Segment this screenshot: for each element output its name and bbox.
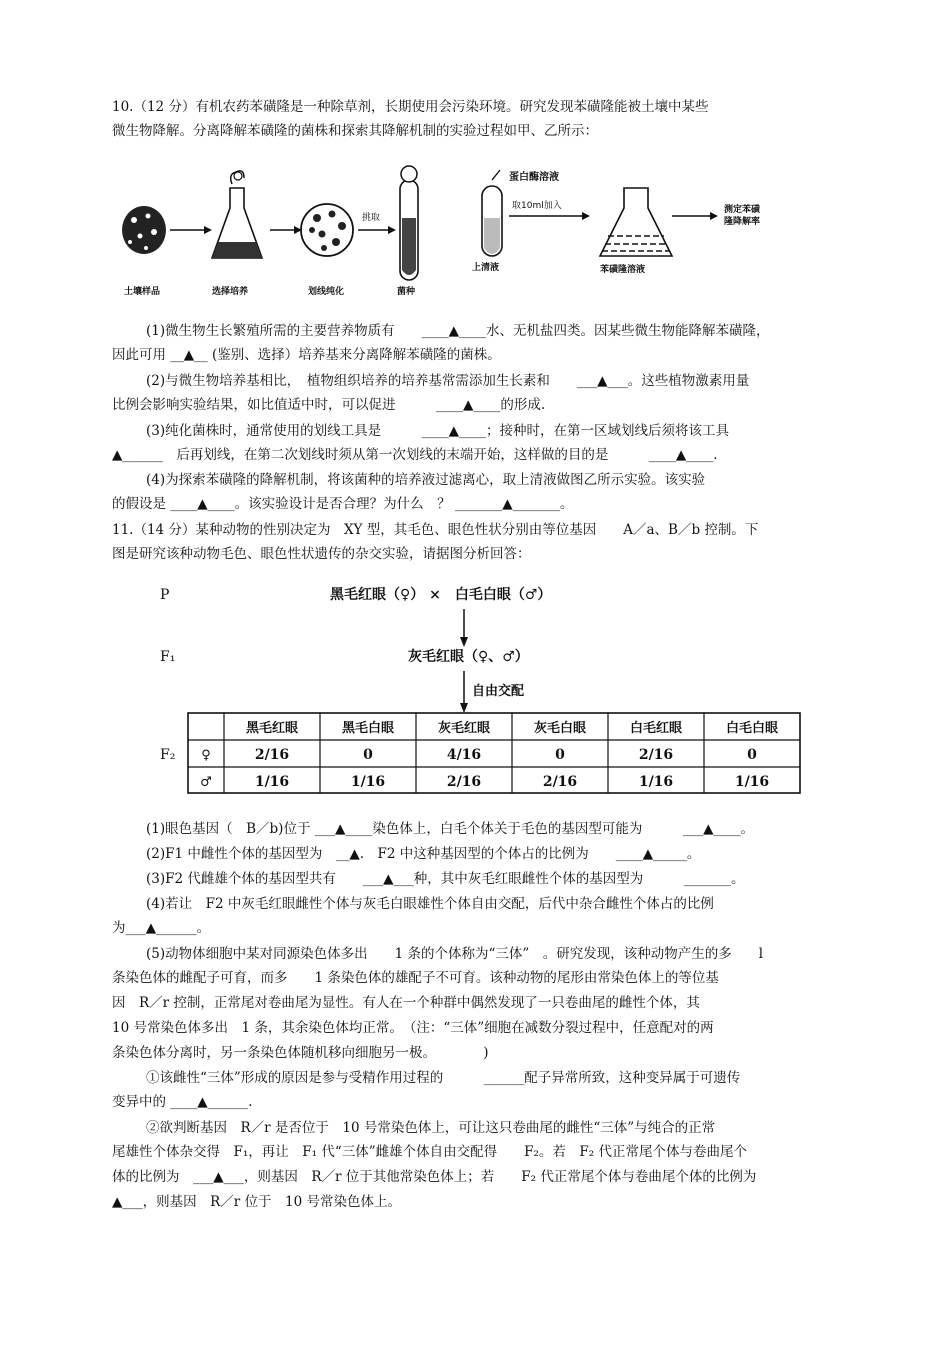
- f2-ratio-table: [188, 713, 800, 793]
- supernatant-label: 上清液: [472, 263, 500, 273]
- male-gray-red-value: 2/16: [446, 774, 482, 790]
- male-black-red-value: 1/16: [254, 774, 290, 790]
- q11-sub2-line2: 尾雄性个体杂交得 F₁，再让 F₁ 代“三体”雌雄个体自由交配得 F₂。若 F₂ 代正常尾个体与卷曲尾个: [112, 1144, 747, 1160]
- q11-part3: (3)F2 代雌雄个体的基因型共有 ___▲___种，其中灰毛红眼雌性个体的基因型为 _______。: [146, 871, 745, 887]
- male-black-white-value: 1/16: [350, 774, 386, 790]
- male-white-red-value: 1/16: [638, 774, 674, 790]
- q11-part5-line1: (5)动物体细胞中某对同源染色体多出 1 条的个体称为“三体” 。研究发现，该种动物产生的多 l: [146, 946, 764, 962]
- header-gray-red: 灰毛红眼: [437, 721, 491, 736]
- q11-part5-line4: 10 号常染色体多出 1 条，其余染色体均正常。 （注：“三体”细胞在减数分裂过程中，任意配对的两: [112, 1020, 714, 1036]
- header-white-red: 白毛红眼: [629, 721, 683, 736]
- q11-part1: (1)眼色基因（ B／b)位于 ___▲____染色体上，白毛个体关于毛色的基因型可能为 ___▲____。: [146, 821, 755, 837]
- q10-part1-line1: (1)微生物生长繁殖所需的主要营养物质有 ____▲____水、无机盐四类。因某些微生物能降解苯磺隆，: [146, 323, 770, 339]
- benzsulfuron-solution-label: 苯磺隆溶液: [600, 265, 646, 275]
- q11-sub2-line3: 体的比例为 ___▲___，则基因 R／r 位于其他常染色体上；若 F₂ 代正常尾个体与卷曲尾个体的比例为: [112, 1169, 757, 1185]
- header-black-white: 黑毛白眼: [341, 721, 395, 736]
- q10-part2-line2: 比例会影响实验结果，如比值适中时，可以促进 ____▲____的形成.: [112, 397, 546, 413]
- supernatant-tube-icon: [482, 170, 502, 256]
- f1-generation-label: F₁: [160, 649, 176, 665]
- female-gray-white-value: 0: [555, 747, 565, 763]
- free-mating-label: 自由交配: [472, 684, 525, 699]
- q11-part4-line2: 为___▲______。: [112, 920, 211, 936]
- q11-part5-line5: 条染色体分离时，另一条染色体随机移向细胞另一极。 ): [112, 1045, 489, 1061]
- streak-plate-icon: [301, 204, 353, 256]
- q10-part2-line1: (2)与微生物培养基相比， 植物组织培养的培养基常需添加生长素和 ___▲___。这些植物激素用量: [146, 373, 750, 389]
- q11-sub2-line1: ②欲判断基因 R／r 是否位于 10 号常染色体上，可让这只卷曲尾的雌性“三体”与纯合的正常: [146, 1120, 716, 1136]
- soil-sample-icon: [122, 206, 166, 254]
- measure-label-1: 测定苯磺: [724, 205, 761, 215]
- strain-label: 菌种: [397, 287, 416, 297]
- q11-cross-diagram: [150, 575, 810, 800]
- protein-solution-label: 蛋白酶溶液: [509, 172, 559, 183]
- q10-part3-line1: (3)纯化菌株时，通常使用的划线工具是 ____▲____；接种时，在第一区域划线后须将该工具: [146, 423, 730, 439]
- f2-generation-label: F₂: [160, 747, 176, 763]
- header-gray-white: 灰毛白眼: [533, 721, 587, 736]
- strain-tube-icon: [400, 166, 418, 280]
- selective-culture-flask-icon: [212, 171, 262, 258]
- q10-part4-line2: 的假设是 ____▲____。该实验设计是否合理？为什么 ？ _______▲_______。: [112, 496, 574, 512]
- q11-part4-line1: (4)若让 F2 中灰毛红眼雌性个体与灰毛白眼雄性个体自由交配，后代中杂合雌性个体占的比例: [146, 896, 714, 912]
- pick-label: 挑取: [362, 213, 381, 223]
- benzsulfuron-flask-icon: [600, 188, 672, 256]
- female-white-red-value: 2/16: [638, 747, 674, 763]
- q11-part5-line2: 条染色体的雌配子可育，而多 1 条染色体的雄配子不可育。该种动物的尾形由常染色体上的等位基: [112, 970, 719, 986]
- take-10ml-label: 取10ml加入: [512, 201, 562, 211]
- female-black-red-value: 2/16: [254, 747, 290, 763]
- female-white-white-value: 0: [747, 747, 757, 763]
- male-white-white-value: 1/16: [734, 774, 770, 790]
- streak-purify-label: 划线纯化: [308, 287, 345, 297]
- q10-intro-line2: 微生物降解。分离降解苯磺隆的菌株和探索其降解机制的实验过程如甲、乙所示：: [112, 123, 598, 139]
- q11-part2: (2)F1 中雌性个体的基因型为 __▲. F2 中这种基因型的个体占的比例为 ____▲_____。: [146, 846, 701, 862]
- f1-phenotype-text: 灰毛红眼（♀、♂）: [408, 649, 529, 665]
- female-gray-red-value: 4/16: [446, 747, 482, 763]
- q11-sub2-line4: ▲___，则基因 R／r 位于 10 号常染色体上。: [112, 1194, 402, 1210]
- measure-label-2: 隆降解率: [724, 217, 761, 227]
- q10-intro-line1: 10.（12 分）有机农药苯磺隆是一种除草剂，长期使用会污染环境。研究发现苯磺隆能被土壤中某些: [112, 99, 709, 115]
- q11-intro-line1: 11.（14 分）某种动物的性别决定为 XY 型，其毛色、眼色性状分别由等位基因 A／a、B／b 控制。下: [112, 522, 759, 538]
- p-generation-label: P: [160, 587, 170, 603]
- q10-part3-line2: ▲______ 后再划线，在第二次划线时须从第一次划线的末端开始，这样做的目的是 ____▲____.: [112, 447, 718, 463]
- soil-sample-label: 土壤样品: [124, 287, 161, 297]
- male-symbol: ♂: [200, 775, 212, 790]
- q11-sub1-line1: ①该雌性“三体”形成的原因是参与受精作用过程的 ______配子异常所致，这种变异属于可遗传: [146, 1070, 741, 1086]
- q10-experiment-figure: [112, 158, 761, 308]
- male-gray-white-value: 2/16: [542, 774, 578, 790]
- female-symbol: ♀: [201, 748, 211, 763]
- selective-culture-label: 选择培养: [212, 287, 249, 297]
- header-white-white: 白毛白眼: [725, 721, 779, 736]
- q11-part5-line3: 因 R／r 控制，正常尾对卷曲尾为显性。有人在一个种群中偶然发现了一只卷曲尾的雌性个体，其: [112, 995, 700, 1011]
- female-black-white-value: 0: [363, 747, 373, 763]
- q10-part4-line1: (4)为探索苯磺隆的降解机制，将该菌种的培养液过滤离心，取上清液做图乙所示实验。该实验: [146, 472, 706, 488]
- q11-intro-line2: 图是研究该种动物毛色、眼色性状遗传的杂交实验，请据图分析回答：: [112, 546, 531, 562]
- q11-sub1-line2: 变异中的 ____▲______.: [112, 1094, 253, 1110]
- parent-cross-text: 黑毛红眼（♀） × 白毛白眼（♂）: [330, 587, 552, 603]
- q10-part1-line2: 因此可用 __▲__ (鉴别、选择）培养基来分离降解苯磺隆的菌株。: [112, 347, 501, 363]
- header-black-red: 黑毛红眼: [245, 721, 299, 736]
